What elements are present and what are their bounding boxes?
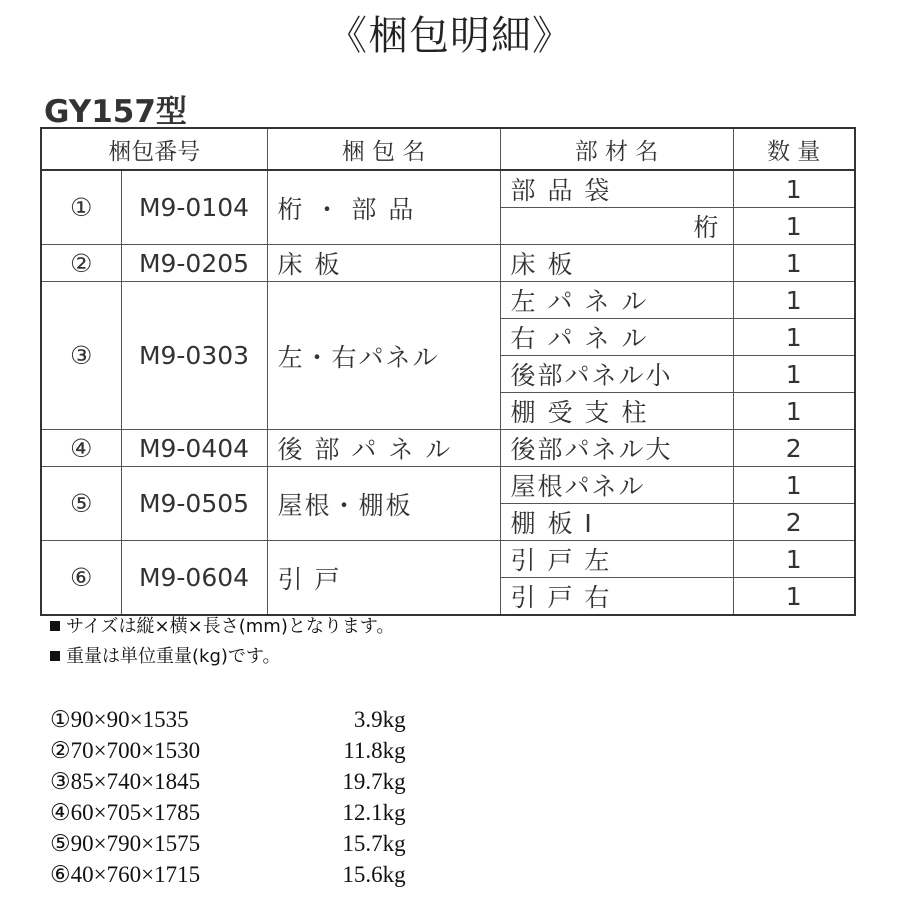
notes-section (50, 612, 394, 672)
part-qty: 1 (733, 245, 855, 282)
pack-name: 引 戸 (267, 541, 500, 616)
part-qty: 1 (733, 393, 855, 430)
size-weight: 19.7kg (342, 769, 406, 794)
pack-code: M9-0604 (121, 541, 267, 616)
part-qty: 2 (733, 504, 855, 541)
table-row (41, 282, 855, 319)
size-number: ① (50, 707, 71, 732)
list-item (50, 859, 406, 890)
list-item (50, 735, 406, 766)
table-row (41, 245, 855, 282)
square-bullet-icon (50, 621, 60, 631)
table-row (41, 170, 855, 208)
table-row (41, 430, 855, 467)
part-name: 屋根パネル (500, 467, 733, 504)
table-header-row (41, 128, 855, 170)
header-pack-name: 梱 包 名 (267, 128, 500, 170)
pack-code: M9-0104 (121, 170, 267, 245)
model-label: GY157型 (44, 94, 187, 130)
list-item (50, 766, 406, 797)
note-text: 重量は単位重量(kg)です。 (66, 646, 281, 667)
part-name: 棚 板 Ⅰ (500, 504, 733, 541)
part-name: 引 戸 右 (500, 578, 733, 616)
square-bullet-icon (50, 651, 60, 661)
size-dimensions: 70×700×1530 (70, 738, 201, 763)
part-qty: 1 (733, 208, 855, 245)
part-name: 左 パ ネ ル (500, 282, 733, 319)
list-item (50, 828, 406, 859)
packing-table (40, 127, 856, 616)
note-size (50, 612, 394, 642)
size-number: ② (50, 738, 71, 763)
part-name: 棚 受 支 柱 (500, 393, 733, 430)
part-name: 右 パ ネ ル (500, 319, 733, 356)
part-qty: 1 (733, 356, 855, 393)
part-qty: 1 (733, 170, 855, 208)
note-text: サイズは縦×横×長さ(mm)となります。 (66, 616, 395, 637)
size-number: ⑥ (50, 862, 71, 887)
pack-code: M9-0205 (121, 245, 267, 282)
part-qty: 1 (733, 578, 855, 616)
part-qty: 1 (733, 541, 855, 578)
header-part-name: 部 材 名 (500, 128, 733, 170)
pack-name: 後 部 パ ネ ル (267, 430, 500, 467)
pack-name: 左・右パネル (267, 282, 500, 430)
table-row (41, 467, 855, 504)
list-item (50, 797, 406, 828)
pack-number: ③ (41, 282, 121, 430)
size-weight: 12.1kg (342, 800, 406, 825)
header-pack-no: 梱包番号 (41, 128, 267, 170)
size-dimensions: 60×705×1785 (70, 800, 201, 825)
pack-number: ⑤ (41, 467, 121, 541)
size-weight: 11.8kg (343, 738, 406, 763)
size-weight: 15.7kg (342, 831, 406, 856)
size-dimensions: 90×790×1575 (70, 831, 201, 856)
size-dimensions: 85×740×1845 (70, 769, 201, 794)
part-qty: 1 (733, 467, 855, 504)
part-name: 後部パネル大 (500, 430, 733, 467)
size-weight: 15.6kg (342, 862, 406, 887)
size-dimensions: 40×760×1715 (70, 862, 201, 887)
size-list (50, 704, 406, 890)
pack-code: M9-0404 (121, 430, 267, 467)
size-number: ④ (50, 800, 71, 825)
note-weight (50, 642, 394, 672)
part-name: 床 板 (500, 245, 733, 282)
pack-name: 屋根・棚板 (267, 467, 500, 541)
pack-code: M9-0303 (121, 282, 267, 430)
size-weight: 3.9kg (353, 707, 406, 732)
part-qty: 1 (733, 319, 855, 356)
list-item (50, 704, 406, 735)
size-number: ③ (50, 769, 71, 794)
size-number: ⑤ (50, 831, 71, 856)
pack-number: ⑥ (41, 541, 121, 616)
pack-code: M9-0505 (121, 467, 267, 541)
pack-number: ② (41, 245, 121, 282)
part-name: 後部パネル小 (500, 356, 733, 393)
pack-name: 床 板 (267, 245, 500, 282)
part-name: 部 品 袋 (500, 170, 733, 208)
page-title: 《梱包明細》 (327, 13, 573, 59)
pack-number: ④ (41, 430, 121, 467)
pack-number: ① (41, 170, 121, 245)
pack-name: 桁 ・ 部 品 (267, 170, 500, 245)
header-qty: 数 量 (733, 128, 855, 170)
size-dimensions: 90×90×1535 (70, 707, 189, 732)
part-qty: 2 (733, 430, 855, 467)
table-row (41, 541, 855, 578)
part-name: 桁 (500, 208, 733, 245)
part-qty: 1 (733, 282, 855, 319)
part-name: 引 戸 左 (500, 541, 733, 578)
